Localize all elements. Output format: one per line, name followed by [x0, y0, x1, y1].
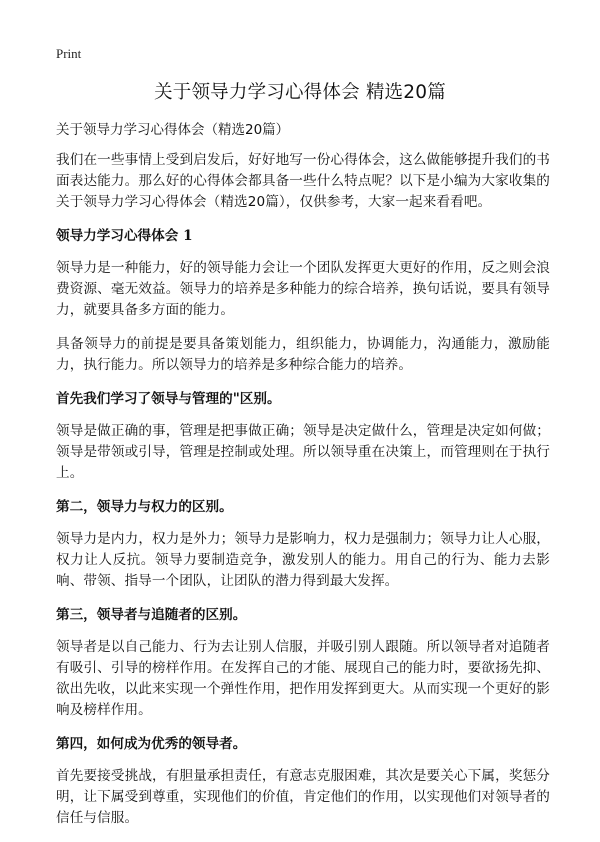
section-heading-3: 第二，领导力与权力的区别。 [56, 499, 233, 515]
section-heading-5: 第四，如何成为优秀的领导者。 [56, 736, 247, 752]
page-title: 关于领导力学习心得体会 精选20篇 [154, 82, 446, 103]
section-4-paragraph: 领导者是以自己能力、行为去让别人信服，并吸引别人跟随。所以领导者对追随者有吸引、引导的榜样作用。在发挥自己的才能、展现自己的能力时，要欲扬先抑、欲出先收，以此来实现一个弹性作用，把作用发挥到更大。从而实现一个更好的影响及榜样作用。 [56, 639, 550, 718]
article-subtitle: 关于领导力学习心得体会（精选20篇） [56, 122, 290, 138]
section-heading-1: 领导力学习心得体会 1 [56, 228, 193, 244]
intro-paragraph: 我们在一些事情上受到启发后，好好地写一份心得体会，这么做能够提升我们的书面表达能力。那么好的心得体会都具备一些什么特点呢？以下是小编为大家收集的关于领导力学习心得体会（精选20篇），仅供参考，大家一起来看看吧。 [56, 152, 550, 210]
section-3-paragraph: 领导力是内力，权力是外力；领导力是影响力，权力是强制力；领导力让人心服，权力让人反抗。领导力要制造竞争，激发别人的能力。用自己的行为、能力去影响、带领、指导一个团队，让团队的潜力得到最大发挥。 [56, 531, 550, 589]
section-2-paragraph: 领导是做正确的事，管理是把事做正确；领导是决定做什么，管理是决定如何做；领导是带领或引导，管理是控制或处理。所以领导重在决策上，而管理则在于执行上。 [56, 423, 550, 481]
section-heading-2: 首先我们学习了领导与管理的"区别。 [56, 391, 281, 407]
section-heading-4: 第三，领导者与追随者的区别。 [56, 607, 247, 623]
print-link[interactable]: Print [56, 46, 82, 61]
section-1-paragraph-2: 具备领导力的前提是要具备策划能力，组织能力，协调能力，沟通能力，激励能力，执行能力。所以领导力的培养是多种综合能力的培养。 [56, 336, 550, 373]
section-1-paragraph-1: 领导力是一种能力，好的领导能力会让一个团队发挥更大更好的作用，反之则会浪费资源、毫无效益。领导力的培养是多种能力的综合培养，换句话说，要具有领导力，就要具备多方面的能力。 [56, 260, 550, 318]
article-body [56, 120, 550, 842]
section-5-paragraph: 首先要接受挑战，有胆量承担责任，有意志克服困难，其次是要关心下属，奖惩分明，让下属受到尊重，实现他们的价值，肯定他们的作用，以实现他们对领导者的信任与信服。 [56, 768, 550, 826]
